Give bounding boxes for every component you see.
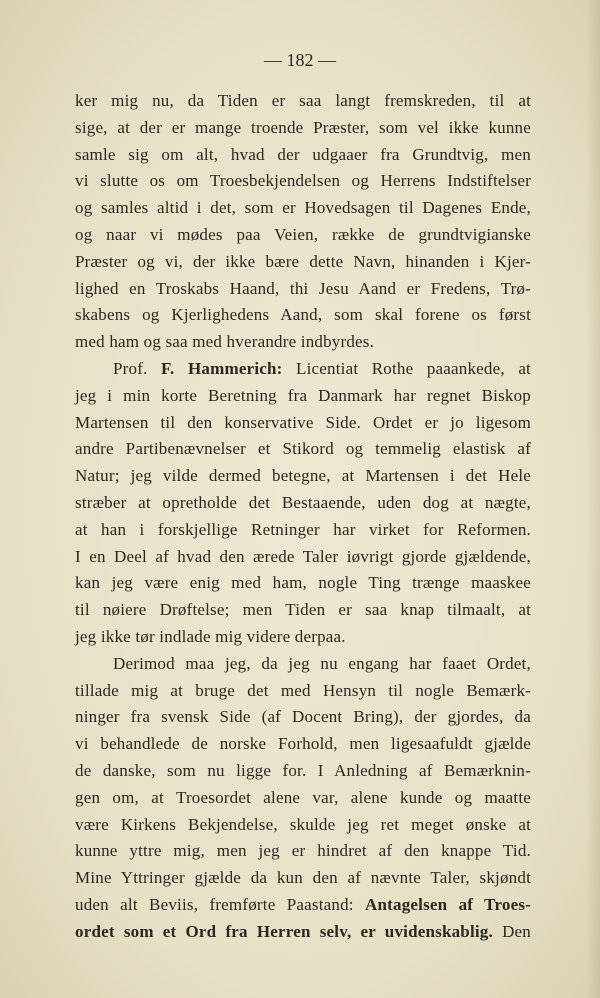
- text-segment: Natur; jeg vilde dermed betegne, at Martensen i det Hele: [75, 466, 531, 486]
- text-line: [75, 302, 531, 329]
- text-segment: andre Partibenævnelser et Stikord og temmelig elastisk af: [75, 439, 531, 459]
- page-edge-shadow: [586, 0, 600, 998]
- text-line: [75, 115, 531, 142]
- text-line: [75, 195, 531, 222]
- text-segment: Præster og vi, der ikke bære dette Navn, hinanden i Kjer-: [75, 251, 531, 271]
- text-segment: skabens og Kjerlighedens Aand, som skal forene os først: [75, 305, 531, 325]
- page-number: — 182 —: [264, 50, 336, 70]
- text-line: [75, 517, 531, 544]
- text-segment: kan jeg være enig med ham, nogle Ting trænge maaskee: [75, 573, 531, 593]
- text-segment: vi behandlede de norske Forhold, men ligesaafuldt gjælde: [75, 734, 531, 754]
- text-line: [75, 383, 531, 410]
- text-line: [75, 624, 531, 651]
- text-segment: til nøiere Drøftelse; men Tiden er saa knap tilmaalt, at: [75, 600, 531, 620]
- text-segment: Mine Yttringer gjælde da kun den af nævnte Taler, skjøndt: [75, 868, 531, 888]
- text-line: [75, 88, 531, 115]
- text-segment: tillade mig at bruge det med Hensyn til nogle Bemærk-: [75, 680, 531, 700]
- text-segment: stræber at opretholde det Bestaaende, uden dog at nægte,: [75, 492, 531, 512]
- text-line: [75, 731, 531, 758]
- text-segment: ninger fra svensk Side (af Docent Bring), der gjordes, da: [75, 707, 531, 727]
- text-segment: samle sig om alt, hvad der udgaaer fra Grundtvig, men: [75, 144, 531, 164]
- text-segment: de danske, som nu ligge for. I Anledning af Bemærknin-: [75, 760, 531, 780]
- text-line: [75, 356, 531, 383]
- text-segment: I en Deel af hvad den ærede Taler iøvrigt gjorde gjældende,: [75, 546, 531, 566]
- text-line: [75, 704, 531, 731]
- text-segment: Prof.: [113, 358, 162, 378]
- bold-text: F. Hammerich:: [161, 358, 283, 378]
- text-line: [75, 490, 531, 517]
- text-line: [75, 678, 531, 705]
- text-segment: jeg i min korte Beretning fra Danmark har regnet Biskop: [75, 385, 531, 405]
- text-line: [75, 758, 531, 785]
- text-line: [75, 168, 531, 195]
- text-segment: med ham og saa med hverandre indbyrdes.: [75, 332, 375, 352]
- text-segment: være Kirkens Bekjendelse, skulde jeg ret meget ønske at: [75, 814, 531, 834]
- text-line: [75, 919, 531, 946]
- text-line: [75, 249, 531, 276]
- text-segment: vi slutte os om Troesbekjendelsen og Herrens Indstiftelser: [75, 171, 531, 191]
- text-line: [75, 544, 531, 571]
- text-line: [75, 651, 531, 678]
- text-line: [75, 892, 531, 919]
- text-segment: uden alt Beviis, fremførte Paastand:: [75, 894, 366, 914]
- text-line: [75, 597, 531, 624]
- text-segment: sige, at der er mange troende Præster, som vel ikke kunne: [75, 117, 531, 137]
- text-line: [75, 785, 531, 812]
- text-line: [75, 570, 531, 597]
- bold-text: Antagelsen af Troes-: [365, 894, 531, 914]
- text-line: [75, 410, 531, 437]
- text-line: [75, 812, 531, 839]
- text-line: [75, 463, 531, 490]
- bold-text: ordet som et Ord fra Herren selv, er uvidenskablig.: [75, 921, 493, 941]
- text-segment: Licentiat Rothe paaankede, at: [282, 358, 531, 378]
- text-line: [75, 865, 531, 892]
- text-line: [75, 276, 531, 303]
- text-line: [75, 222, 531, 249]
- text-segment: Derimod maa jeg, da jeg nu engang har faaet Ordet,: [113, 653, 531, 673]
- text-segment: Martensen til den konservative Side. Ordet er jo ligesom: [75, 412, 531, 432]
- text-segment: ker mig nu, da Tiden er saa langt fremskreden, til at: [75, 91, 531, 110]
- text-segment: lighed en Troskabs Haand, thi Jesu Aand er Fredens, Trø-: [75, 278, 531, 298]
- text-segment: at han i forskjellige Retninger har virket for Reformen.: [75, 519, 531, 539]
- text-line: [75, 436, 531, 463]
- text-line: [75, 142, 531, 169]
- text-segment: jeg ikke tør indlade mig videre derpaa.: [75, 626, 346, 646]
- text-segment: og naar vi mødes paa Veien, række de grundtvigianske: [75, 224, 531, 244]
- text-line: [75, 329, 531, 356]
- text-line: [75, 838, 531, 865]
- text-segment: og samles altid i det, som er Hovedsagen til Dagenes Ende,: [75, 198, 531, 218]
- text-segment: gen om, at Troesordet alene var, alene kunde og maatte: [75, 787, 531, 807]
- body-text: [75, 88, 531, 946]
- text-segment: kunne yttre mig, men jeg er hindret af den knappe Tid.: [75, 841, 531, 861]
- text-segment: Den: [492, 921, 531, 941]
